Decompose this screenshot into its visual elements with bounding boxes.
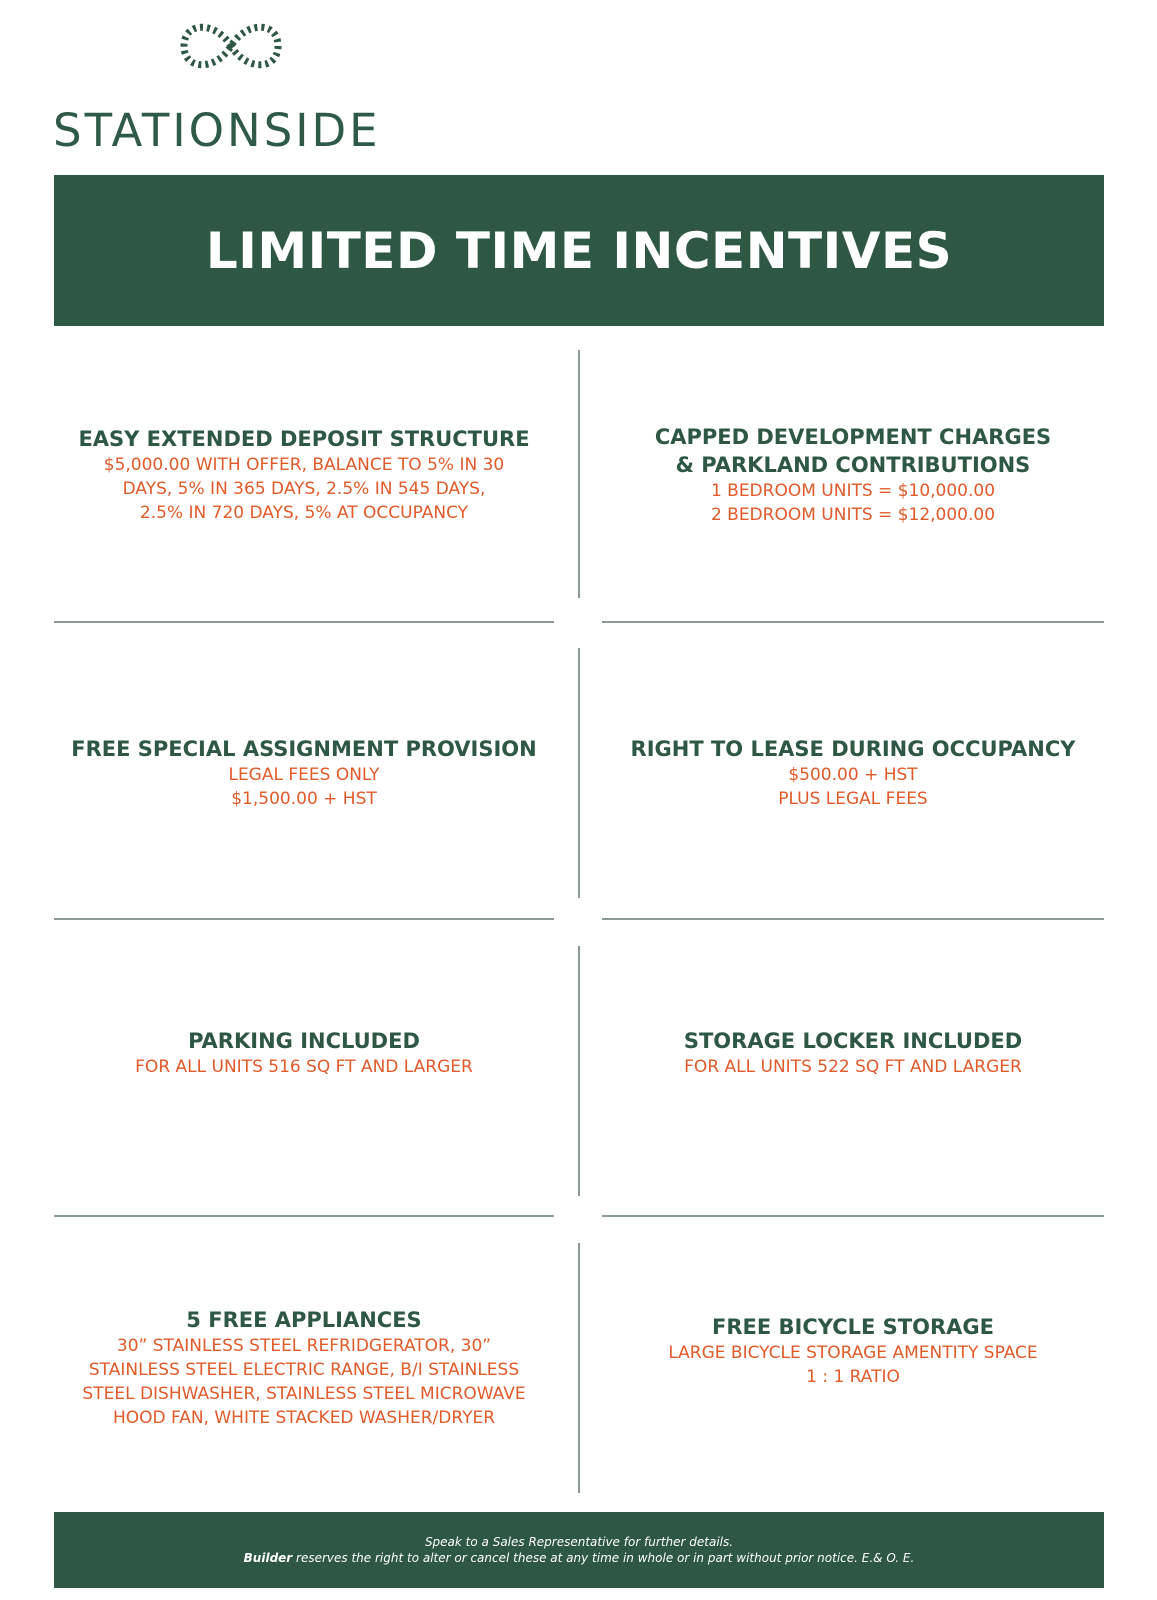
row-divider — [54, 621, 554, 623]
disclaimer-footer — [54, 1512, 1104, 1588]
incentive-title: RIGHT TO LEASE DURING OCCUPANCY — [630, 737, 1076, 761]
incentive-title: EASY EXTENDED DEPOSIT STRUCTURE — [78, 427, 530, 451]
incentive-title: STORAGE LOCKER INCLUDED — [683, 1029, 1023, 1053]
column-divider — [578, 946, 580, 1196]
incentive-deposit-structure — [54, 425, 554, 525]
row-divider — [602, 621, 1104, 623]
footer-builder: Builder — [243, 1551, 293, 1565]
incentive-details: $5,000.00 WITH OFFER, BALANCE TO 5% IN 30 DAYS, 5% IN 365 DAYS, 2.5% IN 545 DAYS, 2.5% IN 720 DAYS, 5% AT OCCUPANCY — [103, 455, 505, 523]
column-divider — [578, 350, 580, 598]
incentive-title: 5 FREE APPLIANCES — [186, 1308, 422, 1332]
incentive-details: 30” STAINLESS STEEL REFRIDGERATOR, 30” STAINLESS STEEL ELECTRIC RANGE, B/I STAINLESS STEEL DISHWASHER, STAINLESS STEEL MICROWAVE HOOD FAN, WHITE STACKED WASHER/DRYER — [82, 1336, 526, 1428]
row-divider — [602, 918, 1104, 920]
incentive-details: 1 BEDROOM UNITS = $10,000.00 2 BEDROOM UNITS = $12,000.00 — [710, 481, 996, 525]
footer-line-1: Speak to a Sales Representative for further details. — [424, 1535, 734, 1549]
incentive-details: FOR ALL UNITS 522 SQ FT AND LARGER — [684, 1057, 1022, 1077]
footer-disclaimer: reserves the right to alter or cancel these at any time in whole or in part without prior notice. E.& O. E. — [292, 1551, 915, 1565]
incentive-title: FREE BICYCLE STORAGE — [712, 1315, 994, 1339]
column-divider — [578, 648, 580, 898]
dashed-infinity-icon — [176, 16, 286, 76]
page-title: LIMITED TIME INCENTIVES — [205, 221, 953, 280]
incentive-right-to-lease — [602, 735, 1104, 811]
row-divider — [602, 1215, 1104, 1217]
incentive-details: $500.00 + HST PLUS LEGAL FEES — [778, 765, 928, 809]
brand-wordmark: STATIONSIDE — [53, 104, 381, 157]
incentive-capped-charges — [602, 423, 1104, 527]
incentive-assignment-provision — [54, 735, 554, 811]
incentive-title: CAPPED DEVELOPMENT CHARGES & PARKLAND CONTRIBUTIONS — [654, 425, 1052, 477]
footer-line-2 — [54, 1550, 1104, 1566]
incentive-appliances — [54, 1306, 554, 1430]
incentive-details: LARGE BICYCLE STORAGE AMENTITY SPACE 1 : 1 RATIO — [668, 1343, 1038, 1387]
incentive-bicycle-storage — [602, 1313, 1104, 1389]
incentive-title: FREE SPECIAL ASSIGNMENT PROVISION — [71, 737, 537, 761]
row-divider — [54, 918, 554, 920]
incentive-title: PARKING INCLUDED — [188, 1029, 420, 1053]
row-divider — [54, 1215, 554, 1217]
incentive-parking — [54, 1027, 554, 1079]
incentive-details: FOR ALL UNITS 516 SQ FT AND LARGER — [135, 1057, 473, 1077]
incentive-storage-locker — [602, 1027, 1104, 1079]
incentives-banner — [54, 175, 1104, 326]
incentive-details: LEGAL FEES ONLY $1,500.00 + HST — [228, 765, 380, 809]
column-divider — [578, 1243, 580, 1493]
